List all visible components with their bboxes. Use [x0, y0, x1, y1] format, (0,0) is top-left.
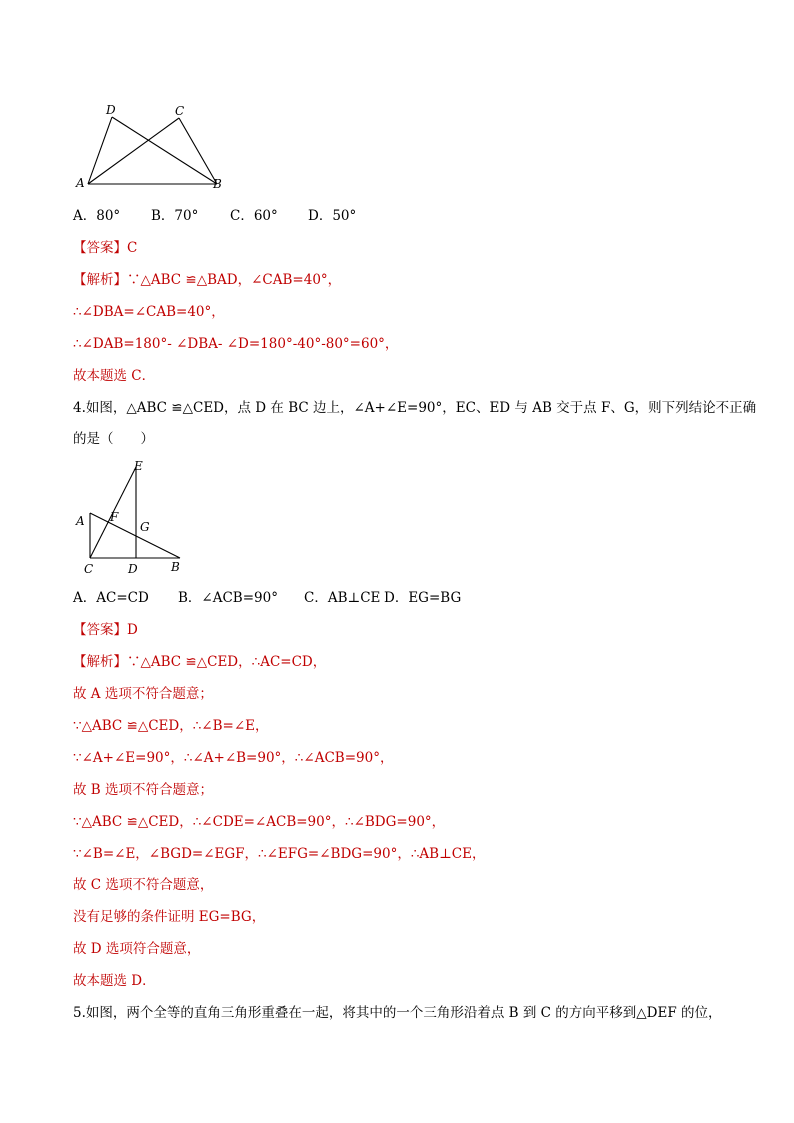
q4-analysis-line-8: 故 C 选项不符合题意，: [73, 877, 214, 893]
label-c: C: [84, 562, 94, 576]
q3-options: [73, 207, 356, 225]
q4-analysis-line-5: 故 B 选项不符合题意；: [73, 782, 214, 798]
q4-option-a: A．AC=CD: [73, 590, 149, 606]
figure-2-svg: [70, 455, 200, 580]
q5-stem: 5.如图，两个全等的直角三角形重叠在一起，将其中的一个三角形沿着点 B 到 C 的方向平移到△DEF 的位，: [73, 1005, 722, 1021]
segment-ab: [90, 513, 180, 558]
q4-analysis-line-7: ∵∠B=∠E，∠BGD=∠EGF，∴∠EFG=∠BDG=90°，∴AB⊥CE，: [73, 846, 486, 862]
q4-option-c: C．AB⊥CE: [304, 590, 381, 606]
label-a: A: [76, 176, 85, 190]
q4-answer-value: D: [127, 622, 138, 638]
label-b: B: [213, 177, 222, 191]
label-d: D: [128, 562, 138, 576]
q4-answer: [73, 621, 138, 639]
q3-analysis-line-1: 【解析】∵△ABC ≌△BAD，∠CAB=40°，: [73, 272, 342, 288]
segment-bc: [179, 118, 217, 184]
q3-analysis-line-3: ∴∠DAB=180°- ∠DBA- ∠D=180°-40°-80°=60°，: [73, 336, 399, 352]
q4-option-b: B．∠ACB=90°: [178, 590, 278, 606]
q3-answer-value: C: [127, 240, 138, 256]
q4-option-d: D．EG=BG: [384, 590, 462, 606]
q4-stem-line-2: 的是（ ）: [73, 431, 154, 447]
q3-analysis-line-4: 故本题选 C．: [73, 368, 156, 384]
q4-analysis-line-2: 故 A 选项不符合题意；: [73, 686, 213, 702]
q4-analysis-line-6: ∵△ABC ≌△CED，∴∠CDE=∠ACB=90°，∴∠BDG=90°，: [73, 814, 446, 830]
q3-analysis-line-2: ∴∠DBA=∠CAB=40°，: [73, 304, 225, 320]
label-f: F: [110, 510, 119, 524]
q4-analysis-tag: 【解析】: [73, 654, 127, 670]
segment-db: [112, 117, 217, 184]
q4-options: [73, 589, 461, 607]
q3-option-c: C．60°: [230, 208, 278, 224]
q4-analysis-line-10: 故 D 选项符合题意，: [73, 941, 201, 957]
q4-stem-line-1: 4.如图，△ABC ≌△CED，点 D 在 BC 边上，∠A+∠E=90°，EC、ED 与 AB 交于点 F、G，则下列结论不正确: [73, 400, 757, 416]
q4-analysis-line-1: 【解析】∵△ABC ≌△CED，∴AC=CD，: [73, 654, 327, 670]
q3-answer: [73, 239, 137, 257]
q4-analysis-line-11: 故本题选 D．: [73, 973, 156, 989]
q3-option-d: D．50°: [308, 208, 357, 224]
label-g: G: [140, 520, 150, 534]
q3-analysis-tag: 【解析】: [73, 272, 127, 288]
q4-analysis-line-4: ∵∠A+∠E=90°，∴∠A+∠B=90°，∴∠ACB=90°，: [73, 750, 394, 766]
label-b: B: [171, 560, 180, 574]
label-a: A: [76, 514, 85, 528]
figure-triangles-abc-ced: [70, 455, 200, 580]
figure-quadrilateral-abcd: [70, 98, 240, 198]
figure-1-svg: [70, 98, 240, 198]
q3-option-b: B．70°: [151, 208, 199, 224]
q4-analysis-line-9: 没有足够的条件证明 EG=BG，: [73, 909, 266, 925]
q3-answer-tag: 【答案】: [73, 240, 127, 256]
label-c: C: [175, 104, 185, 118]
q4-answer-tag: 【答案】: [73, 622, 127, 638]
segment-ad: [88, 117, 112, 184]
q3-option-a: A．80°: [73, 208, 121, 224]
label-d: D: [106, 103, 116, 117]
label-e: E: [134, 459, 143, 473]
q4-analysis-line-3: ∵△ABC ≌△CED，∴∠B=∠E，: [73, 718, 269, 734]
